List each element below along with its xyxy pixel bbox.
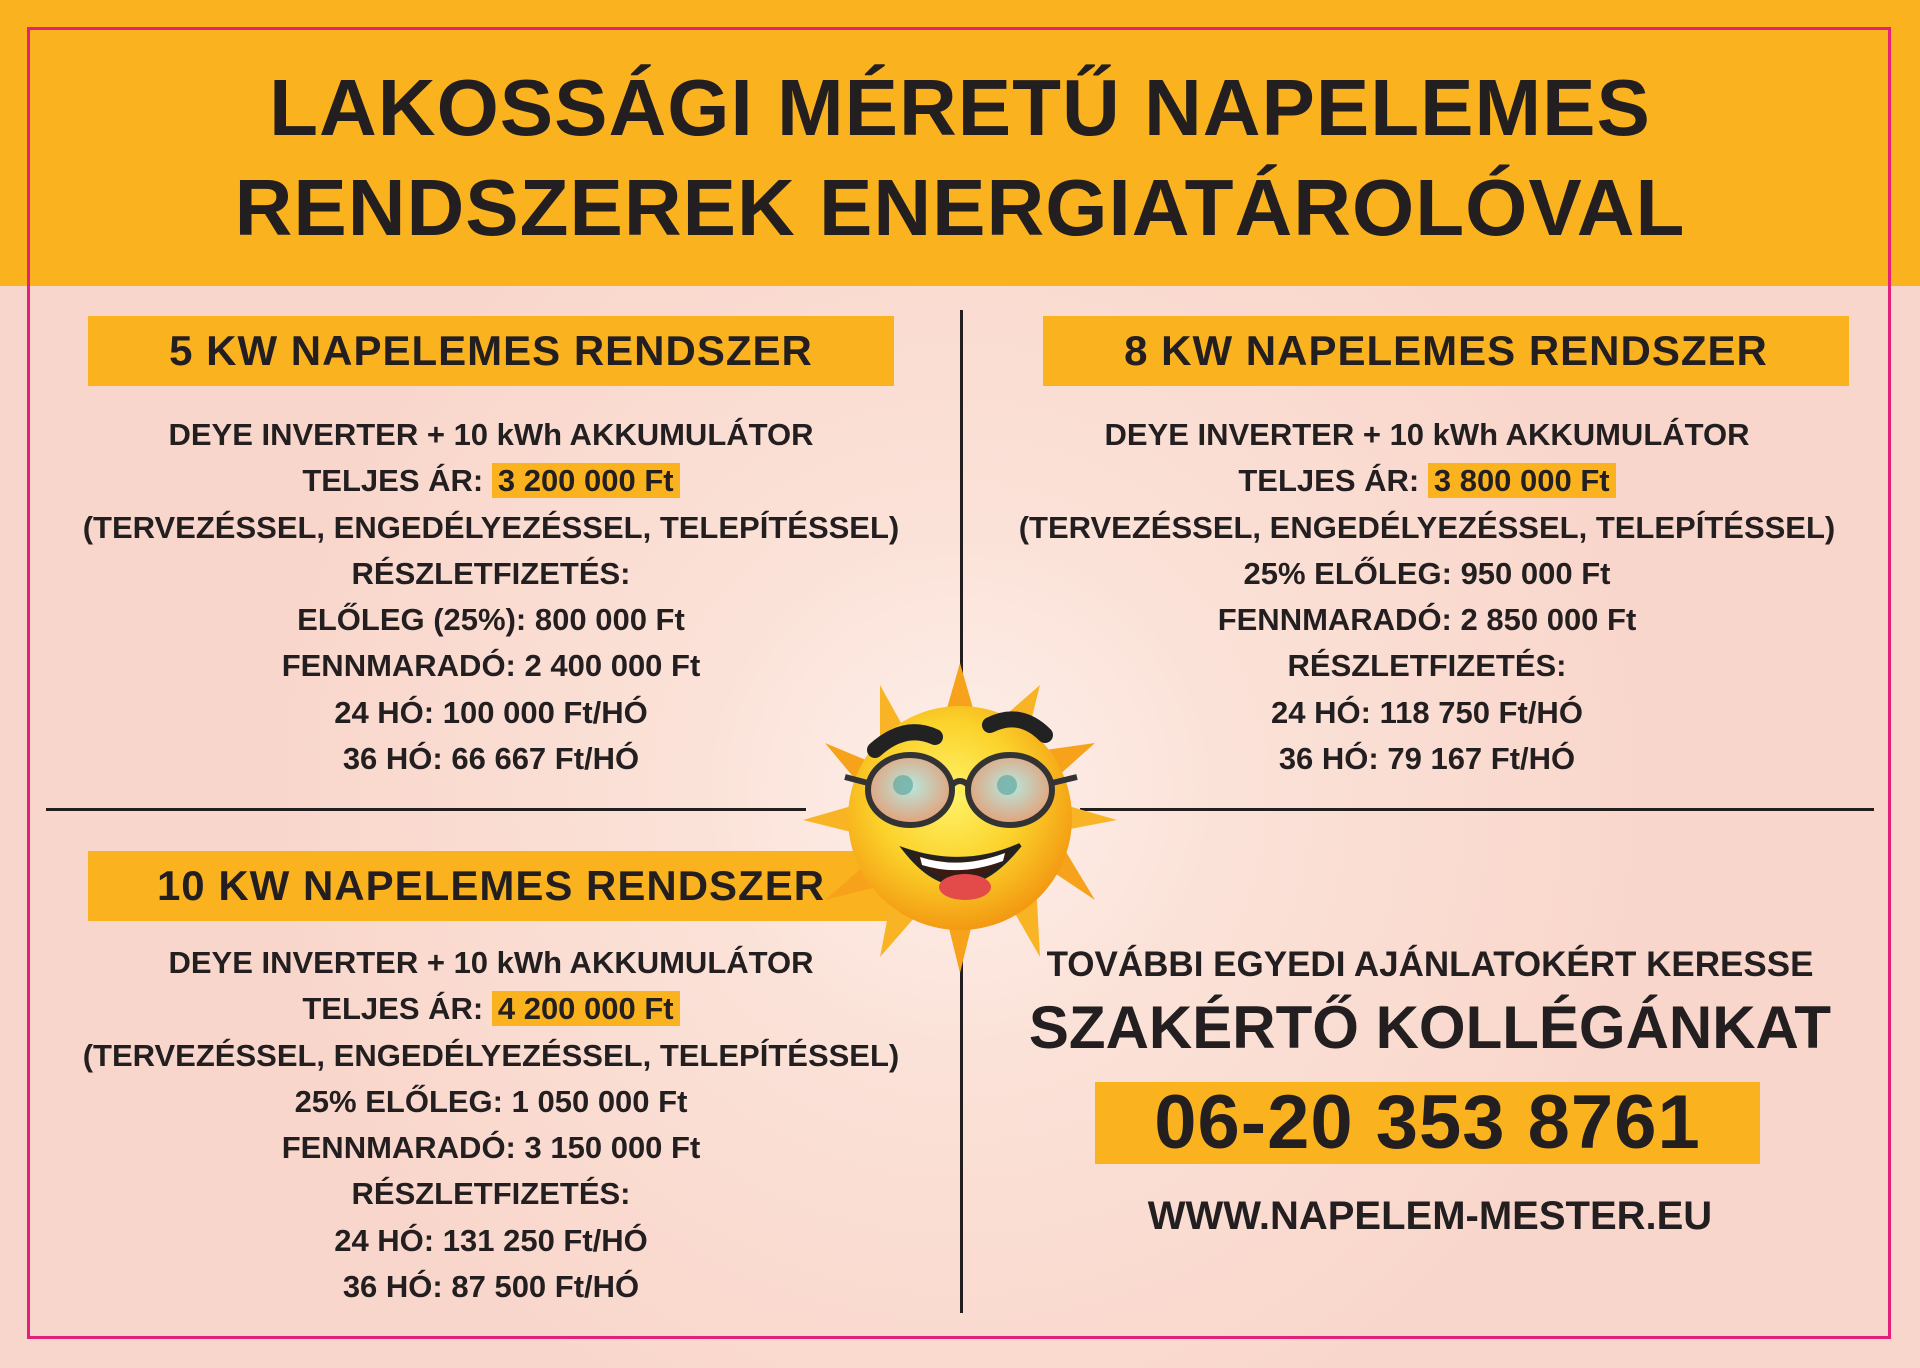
- contact-intro: TOVÁBBI EGYEDI AJÁNLATOKÉRT KERESSE: [1046, 945, 1814, 984]
- includes-line: (TERVEZÉSSEL, ENGEDÉLYEZÉSSEL, TELEPÍTÉSSEL): [1018, 509, 1836, 545]
- payment-row: FENNMARADÓ: 2 400 000 Ft: [281, 648, 701, 684]
- inverter-line: DEYE INVERTER + 10 kWh AKKUMULÁTOR: [168, 945, 814, 980]
- payment-row: 24 HÓ: 100 000 Ft/HÓ: [334, 694, 648, 730]
- price-label: TELJES ÁR:: [1238, 463, 1420, 499]
- price-value: 4 200 000 Ft: [492, 991, 680, 1026]
- price-value: 3 800 000 Ft: [1428, 463, 1616, 498]
- price-line: [987, 458, 1867, 504]
- payment-row: 24 HÓ: 118 750 Ft/HÓ: [1271, 694, 1583, 730]
- tongue: [939, 874, 991, 900]
- payment-row: 25% ELŐLEG: 1 050 000 Ft: [294, 1083, 688, 1119]
- includes-line: (TERVEZÉSSEL, ENGEDÉLYEZÉSSEL, TELEPÍTÉSSEL): [82, 1037, 900, 1073]
- payment-row: FENNMARADÓ: 3 150 000 Ft: [281, 1130, 701, 1166]
- price-label: TELJES ÁR:: [302, 463, 484, 499]
- section-header-5kw: 5 KW NAPELEMES RENDSZER: [88, 316, 894, 386]
- phone-number[interactable]: 06-20 353 8761: [1095, 1082, 1760, 1164]
- section-header-8kw: 8 KW NAPELEMES RENDSZER: [1043, 316, 1849, 386]
- sun-with-sunglasses-icon: [795, 655, 1125, 975]
- website-link[interactable]: WWW.NAPELEM-MESTER.EU: [1147, 1194, 1713, 1238]
- payment-row: FENNMARADÓ: 2 850 000 Ft: [1217, 602, 1637, 638]
- section-header-10kw: 10 KW NAPELEMES RENDSZER: [88, 851, 894, 921]
- price-line: [51, 458, 931, 504]
- horizontal-divider-left: [46, 808, 806, 811]
- payment-row: RÉSZLETFIZETÉS:: [1287, 648, 1567, 684]
- payment-row: ELŐLEG (25%): 800 000 Ft: [297, 602, 685, 638]
- payment-row: 36 HÓ: 87 500 Ft/HÓ: [342, 1269, 640, 1305]
- payment-row: 36 HÓ: 79 167 Ft/HÓ: [1278, 741, 1576, 777]
- contact-block: [1000, 940, 1860, 1250]
- horizontal-divider-right: [1080, 808, 1874, 811]
- payment-row: 36 HÓ: 66 667 Ft/HÓ: [342, 741, 640, 777]
- price-line: [51, 986, 931, 1032]
- inverter-line: DEYE INVERTER + 10 kWh AKKUMULÁTOR: [1104, 417, 1750, 452]
- page-title: [0, 58, 1920, 258]
- offer-10kw: [51, 940, 931, 1310]
- title-line-1: LAKOSSÁGI MÉRETŰ NAPELEMES: [269, 63, 1651, 152]
- inverter-line: DEYE INVERTER + 10 kWh AKKUMULÁTOR: [168, 417, 814, 452]
- contact-headline: SZAKÉRTŐ KOLLÉGÁNKAT: [1028, 994, 1832, 1061]
- includes-line: (TERVEZÉSSEL, ENGEDÉLYEZÉSSEL, TELEPÍTÉSSEL): [82, 509, 900, 545]
- price-label: TELJES ÁR:: [302, 991, 484, 1027]
- payment-row: RÉSZLETFIZETÉS:: [351, 1176, 631, 1212]
- price-value: 3 200 000 Ft: [492, 463, 680, 498]
- payment-row: RÉSZLETFIZETÉS:: [351, 555, 631, 591]
- title-line-2: RENDSZEREK ENERGIATÁROLÓVAL: [234, 163, 1686, 252]
- payment-row: 25% ELŐLEG: 950 000 Ft: [1243, 555, 1611, 591]
- payment-row: 24 HÓ: 131 250 Ft/HÓ: [334, 1222, 648, 1258]
